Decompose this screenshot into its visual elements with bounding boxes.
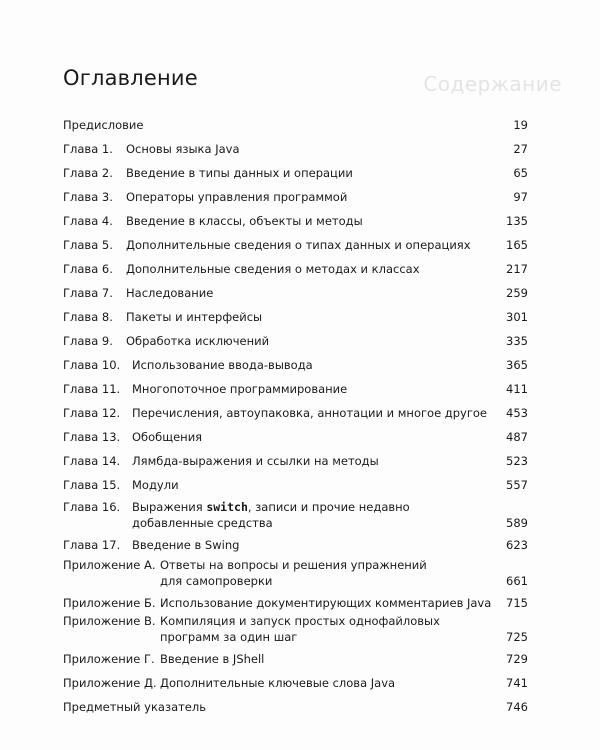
toc-entry-title: Использование ввода-вывода xyxy=(132,358,313,372)
toc-entry-page: 217 xyxy=(506,262,528,276)
toc-entry-page: 259 xyxy=(506,286,528,300)
toc-entry-title: Введение в JShell xyxy=(160,652,265,666)
toc-entry-title-part: Выражения xyxy=(132,500,203,514)
toc-entry-page: 741 xyxy=(506,676,528,690)
toc-entry-prefix: Глава 1. xyxy=(63,142,113,156)
toc-entry-page: 411 xyxy=(506,382,528,396)
toc-entry-title: Дополнительные сведения о методах и классах xyxy=(126,262,420,276)
toc-entry-title-part: , записи и прочие недавно xyxy=(247,500,410,514)
toc-entry-title: Ответы на вопросы и решения упражнений xyxy=(160,558,427,572)
toc-entry-page: 19 xyxy=(513,118,528,132)
toc-entry-prefix: Глава 9. xyxy=(63,334,113,348)
toc-entry-page: 335 xyxy=(506,334,528,348)
toc-entry-page: 589 xyxy=(506,516,528,530)
toc-entry-prefix: Глава 13. xyxy=(63,430,121,444)
toc-entry-page: 27 xyxy=(513,142,528,156)
toc-entry-prefix: Глава 14. xyxy=(63,454,121,468)
toc-entry-prefix: Глава 11. xyxy=(63,382,121,396)
toc-entry-prefix: Приложение Д. xyxy=(63,676,157,690)
toc-entry-page: 725 xyxy=(506,630,528,644)
toc-entry-page: 729 xyxy=(506,652,528,666)
toc-entry-title: Введение в Swing xyxy=(132,538,240,552)
toc-entry-prefix: Глава 17. xyxy=(63,538,121,552)
toc-entry-prefix: Глава 2. xyxy=(63,166,113,180)
toc-entry-page: 715 xyxy=(506,596,528,610)
toc-entry-prefix: Глава 4. xyxy=(63,214,113,228)
toc-entry-page: 97 xyxy=(513,190,528,204)
toc-entry-page: 523 xyxy=(506,454,528,468)
toc-entry-title-line2: добавленные средства xyxy=(132,516,273,530)
toc-entry-prefix: Глава 12. xyxy=(63,406,121,420)
toc-entry-title: Дополнительные ключевые слова Java xyxy=(160,676,396,690)
toc-entry-title: Модули xyxy=(132,478,179,492)
toc-entry-title: Введение в классы, объекты и методы xyxy=(126,214,363,228)
switch-keyword: switch xyxy=(206,500,248,514)
toc-entry-prefix: Глава 15. xyxy=(63,478,121,492)
toc-entry-page: 623 xyxy=(506,538,528,552)
toc-entry-prefix: Приложение В. xyxy=(63,614,156,628)
page-title: Оглавление xyxy=(63,66,198,90)
toc-entry-page: 301 xyxy=(506,310,528,324)
toc-entry-title: Введение в типы данных и операции xyxy=(126,166,353,180)
toc-entry-page: 365 xyxy=(506,358,528,372)
toc-entry-page: 165 xyxy=(506,238,528,252)
toc-entry-prefix: Приложение А. xyxy=(63,558,156,572)
toc-entry-title: Перечисления, автоупаковка, аннотации и многое другое xyxy=(132,406,488,420)
toc-entry-page: 487 xyxy=(506,430,528,444)
toc-entry-prefix: Глава 10. xyxy=(63,358,121,372)
toc-entry-title: Обобщения xyxy=(132,430,203,444)
toc-entry-prefix: Глава 5. xyxy=(63,238,113,252)
toc-entry-title: Обработка исключений xyxy=(126,334,270,348)
toc-entry-title: Использование документирующих комментариев Java xyxy=(160,596,492,610)
toc-entry-page: 135 xyxy=(506,214,528,228)
toc-entry-title: Лямбда-выражения и ссылки на методы xyxy=(132,454,379,468)
toc-entry-title: Основы языка Java xyxy=(126,142,240,156)
toc-entry-title: Дополнительные сведения о типах данных и операциях xyxy=(126,238,471,252)
toc-entry-title: Пакеты и интерфейсы xyxy=(126,310,263,324)
toc-entry-title-line2: программ за один шаг xyxy=(160,630,298,644)
toc-entry-prefix: Глава 8. xyxy=(63,310,113,324)
toc-entry-title: Многопоточное программирование xyxy=(132,382,348,396)
toc-entry-title: Предметный указатель xyxy=(63,700,207,714)
toc-entry-page: 746 xyxy=(506,700,528,714)
toc-entry-title: Операторы управления программой xyxy=(126,190,348,204)
toc-entry-prefix: Глава 7. xyxy=(63,286,113,300)
toc-entry-page: 453 xyxy=(506,406,528,420)
bleed-through-text: Содержание xyxy=(423,72,562,96)
toc-entry-prefix: Глава 6. xyxy=(63,262,113,276)
toc-entry-page: 65 xyxy=(513,166,528,180)
toc-entry-title: Предисловие xyxy=(63,118,144,132)
toc-entry-prefix: Приложение Г. xyxy=(63,652,155,666)
toc-entry-title xyxy=(132,500,410,515)
toc-entry-prefix: Приложение Б. xyxy=(63,596,156,610)
toc-entry-title: Наследование xyxy=(126,286,214,300)
toc-entry-title: Компиляция и запуск простых однофайловых xyxy=(160,614,440,628)
toc-entry-prefix: Глава 16. xyxy=(63,500,121,514)
toc-entry-page: 557 xyxy=(506,478,528,492)
toc-entry-title-line2: для самопроверки xyxy=(160,574,273,588)
toc-entry-page: 661 xyxy=(506,574,528,588)
toc-entry-prefix: Глава 3. xyxy=(63,190,113,204)
